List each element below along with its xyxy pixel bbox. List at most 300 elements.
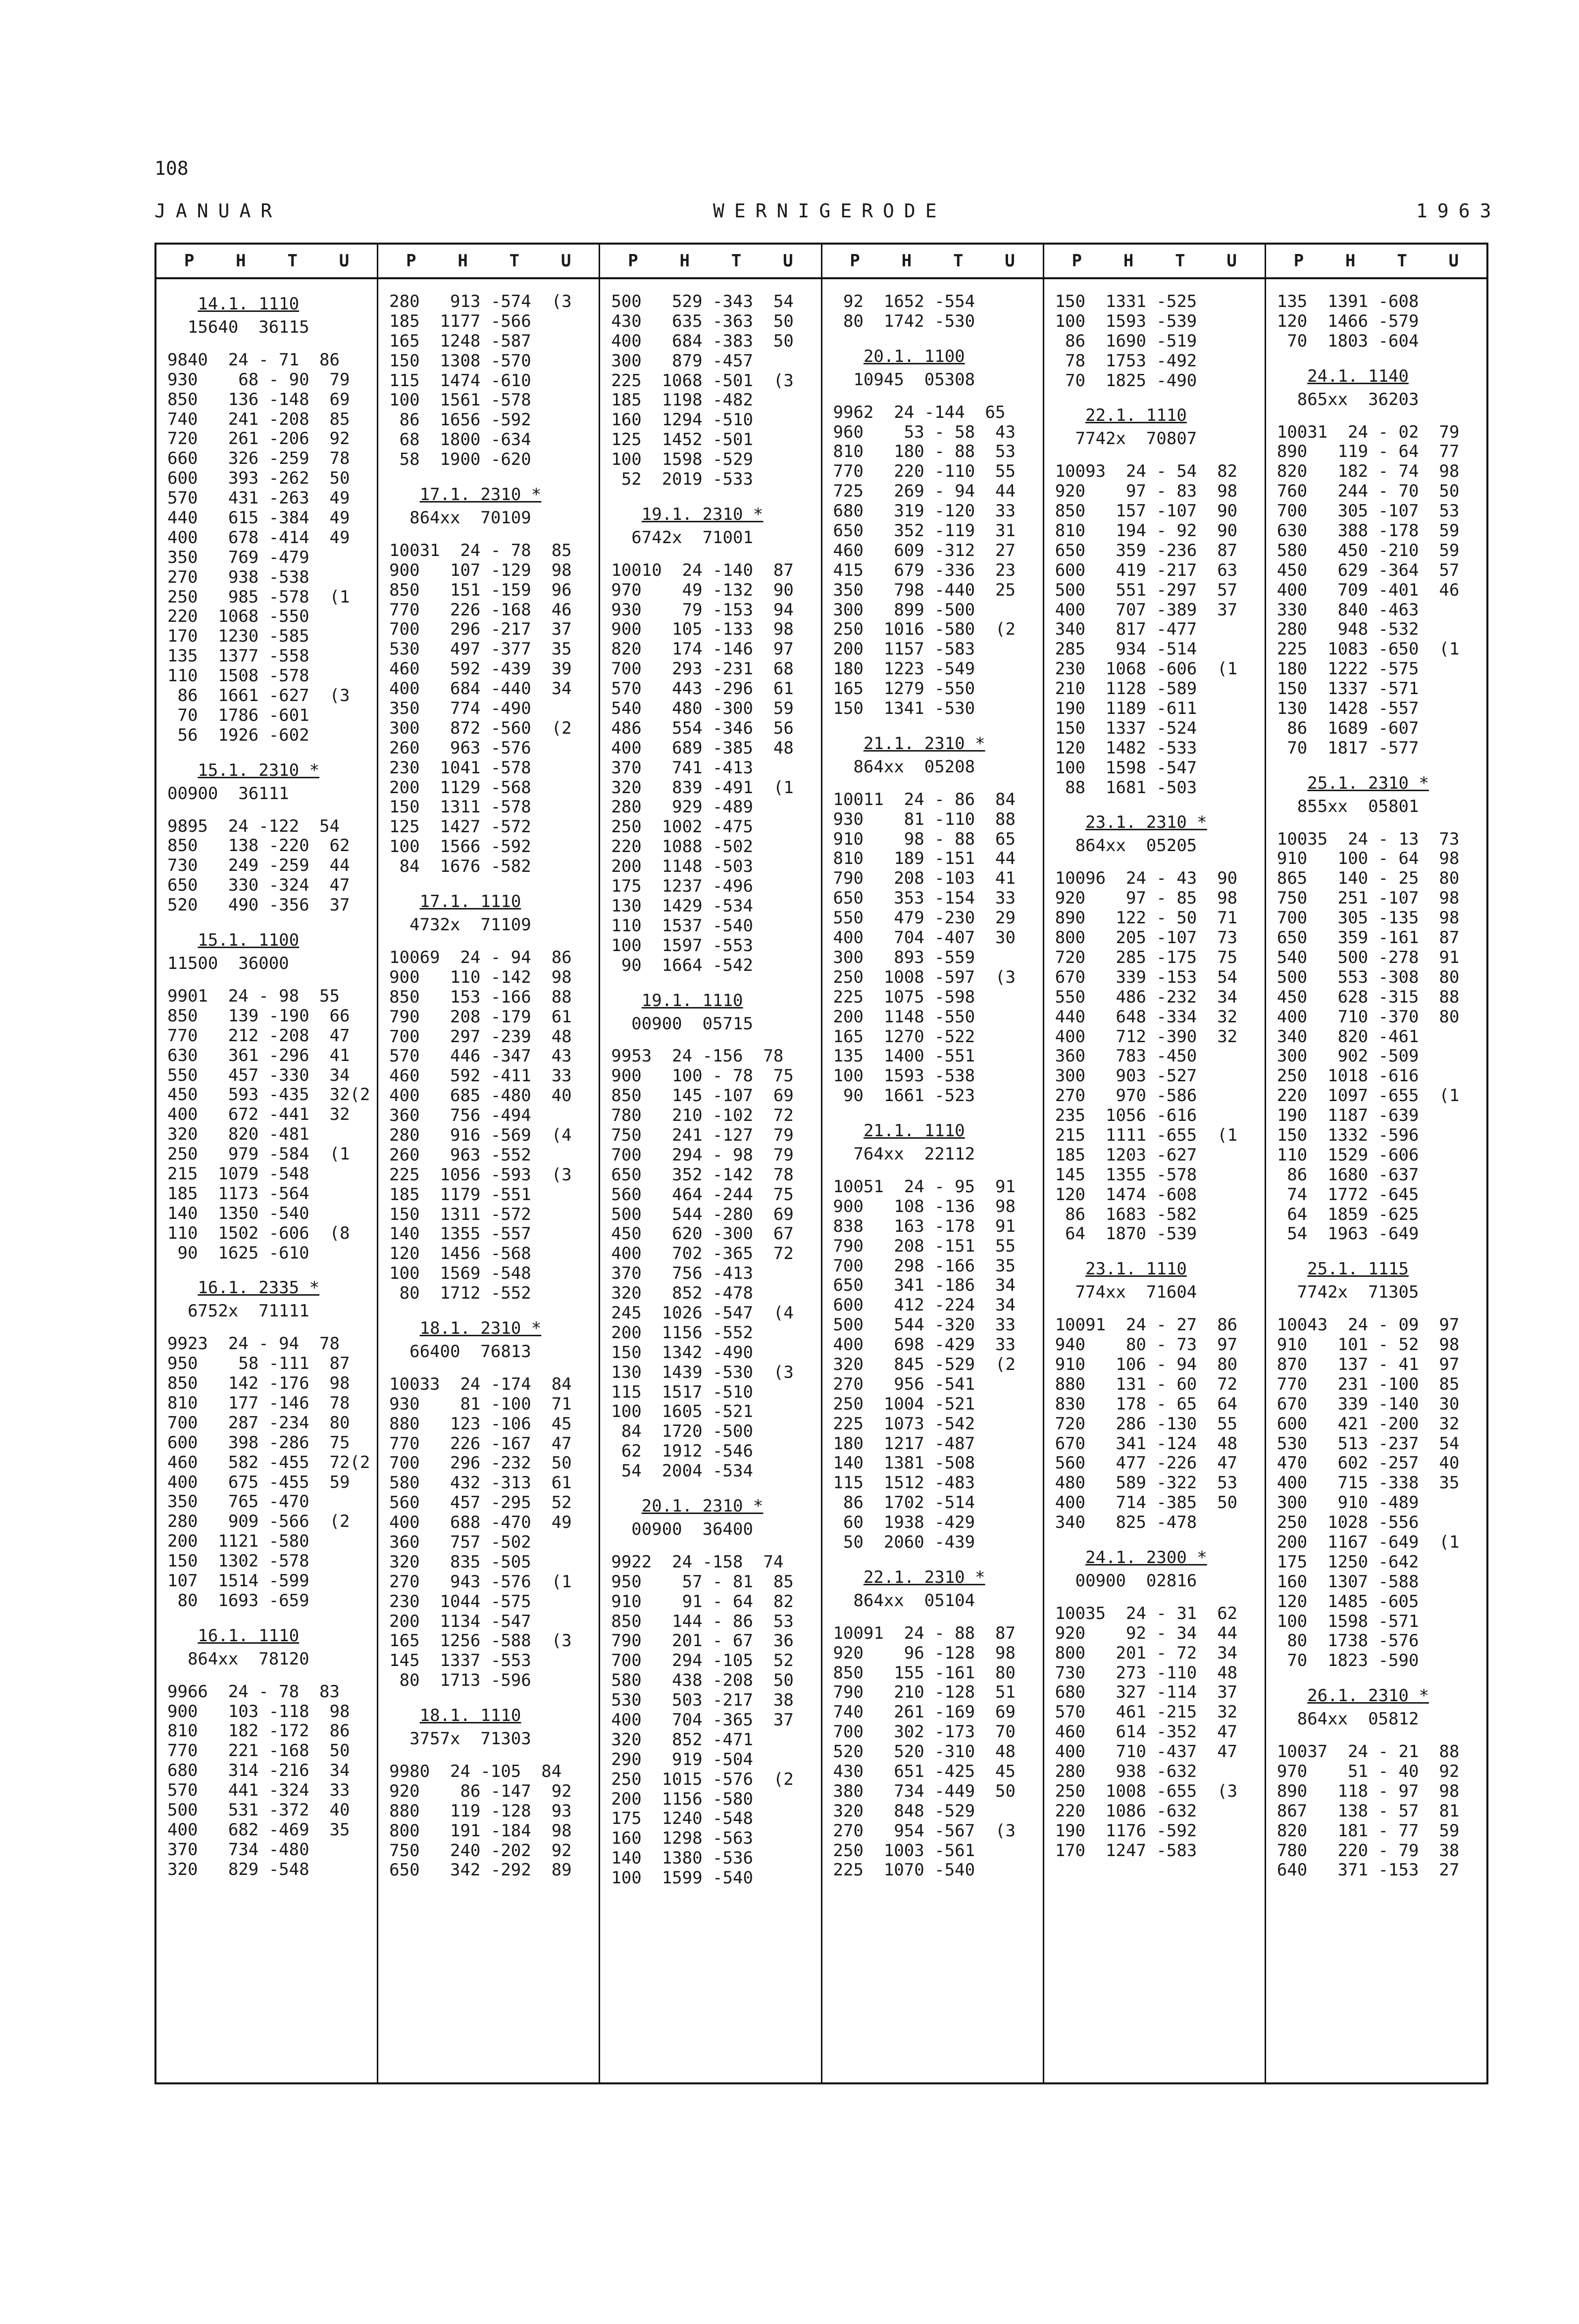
spacer — [1055, 856, 1262, 869]
table-row: 850 136 -148 69 — [167, 389, 350, 409]
table-row: 930 79 -153 94 — [611, 600, 794, 620]
table-row: 370 734 -480 — [167, 1839, 309, 1860]
table-row: 66400 76813 — [389, 1341, 531, 1362]
table-row: 880 123 -106 45 — [389, 1414, 572, 1434]
table-row: 92 1652 -554 — [833, 292, 975, 311]
table-row: 170 1230 -585 — [167, 626, 309, 647]
column-body — [1044, 279, 1265, 1861]
table-row: 6742x 71001 — [611, 527, 753, 548]
sounding-date-time: 21.1. 1110 — [863, 1121, 965, 1141]
table-row: 800 191 -184 98 — [389, 1820, 572, 1841]
table-row: 115 1512 -483 — [833, 1473, 975, 1493]
table-row: 910 101 - 52 98 — [1276, 1335, 1460, 1355]
table-row: 9980 24 -105 84 — [389, 1762, 562, 1781]
table-row: 200 1121 -580 — [167, 1531, 309, 1552]
station-header: WERNIGERODE — [713, 200, 947, 222]
column-header: P — [628, 251, 638, 271]
table-row: 9922 24 -158 74 — [611, 1552, 784, 1572]
column-header: H — [1345, 251, 1356, 271]
table-row: 600 398 -286 75 — [167, 1432, 350, 1453]
table-row: 250 1008 -655 (3 — [1055, 1781, 1238, 1801]
sounding-date-time: 18.1. 2310 * — [419, 1318, 542, 1338]
spacer — [833, 1611, 1040, 1624]
table-row: 10096 24 - 43 90 — [1055, 868, 1238, 889]
spacer — [1277, 817, 1483, 830]
table-row: 650 352 -119 31 — [833, 521, 1016, 541]
spacer — [1055, 1591, 1262, 1604]
table-row: 400 704 -407 30 — [833, 928, 1016, 948]
table-row: 400 685 -480 40 — [389, 1086, 572, 1106]
table-row: 86 1690 -519 — [1055, 331, 1197, 351]
table-row: 10037 24 - 21 88 — [1276, 1742, 1460, 1762]
table-row: 320 839 -491 (1 — [611, 777, 794, 798]
table-row: 120 1474 -608 — [1055, 1184, 1197, 1205]
table-row: 230 1041 -578 — [389, 758, 531, 778]
column-header: P — [850, 251, 860, 271]
table-row: 100 1566 -592 — [389, 837, 531, 857]
sounding-heading — [167, 758, 374, 784]
table-row: 64 1870 -539 — [1055, 1224, 1197, 1244]
table-row: 68 1800 -634 — [389, 430, 531, 450]
sounding-heading — [1277, 364, 1483, 390]
table-row: 800 205 -107 73 — [1055, 928, 1238, 948]
table-row: 00900 05715 — [611, 1013, 753, 1034]
table-row: 600 419 -217 63 — [1055, 560, 1238, 580]
column-body — [1266, 279, 1486, 1880]
table-row: 220 1088 -502 — [611, 837, 753, 857]
table-row: 9895 24 -122 54 — [167, 816, 340, 836]
table-row: 78 1753 -492 — [1055, 351, 1197, 371]
table-row: 450 620 -300 67 — [611, 1224, 794, 1244]
table-row: 130 1428 -557 — [1276, 699, 1419, 719]
table-row: 540 480 -300 59 — [611, 699, 794, 719]
table-row: 56 1926 -602 — [167, 725, 309, 745]
table-row: 450 629 -364 57 — [1276, 560, 1460, 580]
table-row: 920 97 - 85 98 — [1055, 888, 1238, 909]
spacer — [1055, 1303, 1262, 1315]
table-row: 700 294 -105 52 — [611, 1651, 794, 1671]
table-row: 820 181 - 77 59 — [1276, 1820, 1460, 1841]
table-row: 200 1129 -568 — [389, 777, 531, 798]
table-row: 850 145 -107 69 — [611, 1086, 794, 1106]
table-row: 70 1817 -577 — [1276, 738, 1419, 758]
spacer — [389, 1304, 596, 1316]
table-column — [156, 245, 377, 2082]
table-row: 185 1203 -627 — [1055, 1145, 1197, 1165]
table-row: 300 879 -457 — [611, 351, 753, 371]
sounding-heading — [167, 928, 374, 954]
table-row: 10035 24 - 13 73 — [1276, 829, 1460, 849]
table-row: 160 1298 -563 — [611, 1828, 753, 1849]
table-row: 7742x 71305 — [1276, 1282, 1419, 1303]
table-row: 400 684 -383 50 — [611, 331, 794, 351]
table-row: 560 477 -226 47 — [1055, 1453, 1238, 1473]
table-row: 400 714 -385 50 — [1055, 1493, 1238, 1513]
table-row: 720 286 -130 55 — [1055, 1414, 1238, 1434]
table-row: 370 741 -413 — [611, 758, 753, 778]
table-row: 400 710 -370 80 — [1276, 1007, 1460, 1027]
table-row: 280 916 -569 (4 — [389, 1125, 572, 1145]
spacer — [833, 1164, 1040, 1177]
spacer — [1277, 758, 1483, 771]
table-row: 52 2019 -533 — [611, 469, 753, 490]
table-row: 670 341 -124 48 — [1055, 1433, 1238, 1454]
table-row: 550 486 -232 34 — [1055, 987, 1238, 1007]
table-row: 660 326 -259 78 — [167, 449, 350, 469]
table-row: 165 1279 -550 — [833, 679, 975, 699]
table-row: 50 2060 -439 — [833, 1532, 975, 1552]
spacer — [389, 528, 596, 541]
table-row: 810 194 - 92 90 — [1055, 521, 1238, 541]
table-row: 920 97 - 83 98 — [1055, 481, 1238, 502]
table-row: 450 593 -435 32(2 — [167, 1085, 370, 1105]
table-row: 400 702 -365 72 — [611, 1244, 794, 1264]
table-row: 430 651 -425 45 — [833, 1762, 1016, 1781]
table-row: 320 845 -529 (2 — [833, 1354, 1016, 1374]
table-row: 150 1341 -530 — [833, 699, 975, 719]
table-row: 450 628 -315 88 — [1276, 987, 1460, 1007]
table-row: 650 352 -142 78 — [611, 1164, 794, 1185]
table-row: 320 848 -529 — [833, 1801, 975, 1821]
table-row: 480 589 -322 53 — [1055, 1473, 1238, 1493]
table-row: 80 1713 -596 — [389, 1670, 531, 1691]
table-row: 175 1237 -496 — [611, 876, 753, 897]
table-column — [821, 245, 1043, 2082]
table-row: 125 1452 -501 — [611, 430, 753, 450]
table-row: 200 1148 -550 — [833, 1007, 975, 1027]
spacer — [1055, 1244, 1262, 1257]
spacer — [167, 746, 374, 758]
spacer — [1277, 1244, 1483, 1257]
table-row: 700 287 -234 80 — [167, 1413, 350, 1433]
table-row: 225 1083 -650 (1 — [1276, 639, 1460, 659]
spacer — [167, 1611, 374, 1624]
table-row: 300 902 -509 — [1276, 1046, 1419, 1066]
table-row: 11500 36000 — [167, 954, 289, 974]
table-row: 850 151 -159 96 — [389, 580, 572, 600]
table-row: 84 1676 -582 — [389, 857, 531, 877]
table-row: 225 1075 -598 — [833, 987, 975, 1007]
column-header-row — [1044, 245, 1265, 279]
table-row: 100 1593 -538 — [833, 1066, 975, 1086]
table-row: 970 49 -132 90 — [611, 580, 794, 600]
table-row: 220 1068 -550 — [167, 606, 309, 627]
table-row: 90 1664 -542 — [611, 955, 753, 975]
table-row: 650 330 -324 47 — [167, 875, 350, 896]
table-row: 135 1391 -608 — [1276, 292, 1419, 311]
spacer — [167, 1263, 374, 1276]
table-row: 250 1003 -561 — [833, 1840, 975, 1861]
table-row: 750 241 -127 79 — [611, 1125, 794, 1145]
spacer — [611, 1540, 817, 1553]
table-row: 10945 05308 — [833, 369, 975, 390]
table-row: 320 829 -548 — [167, 1859, 309, 1879]
column-header-row — [1266, 245, 1486, 279]
table-row: 570 443 -296 61 — [611, 679, 794, 699]
table-row: 867 138 - 57 81 — [1276, 1801, 1460, 1821]
table-row: 100 1597 -553 — [611, 935, 753, 956]
table-row: 830 178 - 65 64 — [1055, 1394, 1238, 1414]
column-header: P — [1293, 251, 1304, 271]
table-row: 9901 24 - 98 55 — [167, 986, 340, 1006]
table-row: 320 820 -481 — [167, 1124, 309, 1145]
table-row: 300 893 -559 — [833, 947, 975, 967]
table-row: 320 835 -505 — [389, 1552, 531, 1572]
table-row: 110 1537 -540 — [611, 915, 753, 936]
table-row: 60 1938 -429 — [833, 1513, 975, 1533]
table-row: 850 138 -220 62 — [167, 836, 350, 856]
table-row: 400 684 -440 34 — [389, 679, 572, 699]
table-row: 910 91 - 64 82 — [611, 1591, 794, 1612]
table-row: 285 934 -514 — [1055, 639, 1197, 659]
sounding-heading — [833, 1566, 1040, 1591]
table-row: 100 1561 -578 — [389, 390, 531, 410]
spacer — [611, 1034, 817, 1047]
sounding-date-time: 16.1. 1110 — [198, 1625, 300, 1646]
column-header: T — [1397, 251, 1407, 271]
sounding-heading — [167, 1276, 374, 1302]
table-row: 225 1068 -501 (3 — [611, 370, 794, 391]
sounding-date-time: 21.1. 2310 * — [863, 733, 985, 754]
spacer — [611, 976, 817, 989]
spacer — [833, 1553, 1040, 1566]
table-row: 760 244 - 70 50 — [1276, 481, 1460, 502]
table-row: 570 431 -263 49 — [167, 488, 350, 508]
spacer — [167, 1321, 374, 1334]
table-row: 440 648 -334 32 — [1055, 1007, 1238, 1027]
sounding-date-time: 16.1. 2335 * — [198, 1278, 320, 1298]
table-row: 340 825 -478 — [1055, 1513, 1197, 1533]
table-row: 865 140 - 25 80 — [1276, 868, 1460, 889]
table-row: 54 2004 -534 — [611, 1461, 753, 1481]
sounding-heading — [611, 989, 817, 1014]
table-row: 260 963 -576 — [389, 738, 531, 758]
table-row: 120 1482 -533 — [1055, 738, 1197, 758]
table-row: 190 1176 -592 — [1055, 1820, 1197, 1841]
table-row: 770 226 -167 47 — [389, 1433, 572, 1454]
table-row: 185 1198 -482 — [611, 390, 753, 410]
column-header-row — [600, 245, 820, 279]
table-row: 530 497 -377 35 — [389, 639, 572, 659]
table-row: 150 1331 -525 — [1055, 292, 1197, 311]
sounding-heading — [1055, 1546, 1262, 1571]
table-row: 890 118 - 97 98 — [1276, 1781, 1460, 1801]
sounding-date-time: 19.1. 2310 * — [641, 504, 764, 524]
table-row: 864xx 05208 — [833, 757, 975, 777]
column-body — [378, 279, 599, 1880]
table-row: 855xx 05801 — [1276, 796, 1419, 816]
table-row: 220 1097 -655 (1 — [1276, 1086, 1460, 1106]
spacer — [1277, 1303, 1483, 1315]
table-row: 230 1068 -606 (1 — [1055, 659, 1238, 679]
table-row: 130 1439 -530 (3 — [611, 1362, 794, 1382]
table-row: 570 461 -215 32 — [1055, 1702, 1238, 1722]
table-row: 3757x 71303 — [389, 1729, 531, 1749]
column-header-row — [378, 245, 599, 279]
table-row: 810 180 - 88 53 — [833, 442, 1016, 462]
table-row: 230 1044 -575 — [389, 1591, 531, 1612]
table-row: 570 446 -347 43 — [389, 1046, 572, 1066]
table-row: 150 1342 -490 — [611, 1342, 753, 1363]
sounding-date-time: 23.1. 2310 * — [1085, 812, 1207, 833]
table-row: 670 339 -153 54 — [1055, 967, 1238, 987]
table-row: 950 58 -111 87 — [167, 1354, 350, 1374]
table-row: 650 353 -154 33 — [833, 888, 1016, 909]
table-row: 810 177 -146 78 — [167, 1393, 350, 1413]
table-row: 80 1742 -530 — [833, 311, 975, 331]
table-row: 00900 36111 — [167, 783, 289, 804]
spacer — [167, 1669, 374, 1682]
table-row: 910 100 - 64 98 — [1276, 849, 1460, 869]
sounding-date-time: 24.1. 2300 * — [1085, 1547, 1207, 1567]
table-row: 600 393 -262 50 — [167, 468, 350, 489]
column-header: P — [184, 251, 195, 271]
table-row: 100 1599 -540 — [611, 1868, 753, 1888]
table-row: 940 80 - 73 97 — [1055, 1335, 1238, 1355]
table-row: 250 1008 -597 (3 — [833, 967, 1016, 987]
table-row: 165 1270 -522 — [833, 1026, 975, 1047]
table-row: 110 1502 -606 (8 — [167, 1223, 350, 1243]
table-row: 680 314 -216 34 — [167, 1761, 350, 1781]
table-row: 200 1156 -552 — [611, 1322, 753, 1343]
sounding-heading — [389, 1704, 596, 1729]
table-row: 300 903 -527 — [1055, 1066, 1197, 1086]
table-row: 190 1187 -639 — [1276, 1106, 1419, 1126]
table-row: 215 1111 -655 (1 — [1055, 1125, 1238, 1145]
table-row: 10093 24 - 54 82 — [1055, 461, 1238, 482]
table-row: 215 1079 -548 — [167, 1163, 309, 1184]
table-row: 280 913 -574 (3 — [389, 292, 572, 311]
table-row: 850 155 -161 80 — [833, 1663, 1016, 1683]
table-row: 9953 24 -156 78 — [611, 1046, 784, 1066]
table-row: 70 1786 -601 — [167, 705, 309, 725]
table-row: 460 592 -439 39 — [389, 659, 572, 679]
table-row: 400 698 -429 33 — [833, 1335, 1016, 1355]
sounding-date-time: 20.1. 2310 * — [641, 1496, 764, 1516]
table-row: 790 208 -103 41 — [833, 868, 1016, 889]
table-row: 110 1508 -578 — [167, 666, 309, 686]
table-row: 290 919 -504 — [611, 1749, 753, 1769]
table-row: 250 1002 -475 — [611, 817, 753, 837]
sounding-date-time: 20.1. 1100 — [863, 346, 965, 366]
table-row: 170 1247 -583 — [1055, 1840, 1197, 1861]
table-row: 400 712 -390 32 — [1055, 1026, 1238, 1047]
table-row: 86 1683 -582 — [1055, 1204, 1197, 1224]
spacer — [1055, 1533, 1262, 1546]
month-header: JANUAR — [154, 200, 282, 222]
table-row: 80 1738 -576 — [1276, 1631, 1419, 1651]
table-row: 920 96 -128 98 — [833, 1643, 1016, 1663]
table-row: 100 1598 -529 — [611, 450, 753, 470]
spacer — [611, 548, 817, 561]
table-row: 740 241 -208 85 — [167, 409, 350, 429]
sounding-date-time: 24.1. 1140 — [1307, 366, 1409, 386]
table-row: 850 139 -190 66 — [167, 1006, 350, 1026]
table-row: 150 1337 -571 — [1276, 679, 1419, 699]
table-row: 115 1474 -610 — [389, 370, 531, 391]
table-row: 810 189 -151 44 — [833, 849, 1016, 869]
table-row: 970 51 - 40 92 — [1276, 1762, 1460, 1781]
table-row: 580 450 -210 59 — [1276, 540, 1460, 560]
table-row: 850 153 -166 88 — [389, 987, 572, 1007]
table-row: 90 1661 -523 — [833, 1086, 975, 1106]
table-row: 270 938 -538 — [167, 567, 309, 587]
sounding-heading — [833, 1119, 1040, 1145]
column-header-row — [822, 245, 1043, 279]
table-row: 730 273 -110 48 — [1055, 1663, 1238, 1683]
table-row: 470 602 -257 40 — [1276, 1453, 1460, 1473]
table-row: 180 1217 -487 — [833, 1433, 975, 1454]
table-row: 145 1337 -553 — [389, 1651, 531, 1671]
sounding-heading — [167, 1624, 374, 1650]
sounding-date-time: 15.1. 1100 — [198, 930, 300, 951]
column-header: H — [1123, 251, 1134, 271]
sounding-heading — [389, 483, 596, 508]
table-row: 900 108 -136 98 — [833, 1196, 1016, 1216]
table-row: 790 210 -128 51 — [833, 1682, 1016, 1703]
spacer — [1277, 1671, 1483, 1684]
table-row: 200 1167 -649 (1 — [1276, 1532, 1460, 1552]
table-row: 700 297 -239 48 — [389, 1026, 572, 1047]
table-row: 360 756 -494 — [389, 1106, 531, 1126]
table-row: 560 457 -295 52 — [389, 1493, 572, 1513]
table-row: 460 582 -455 72(2 — [167, 1452, 370, 1472]
table-row: 640 371 -153 27 — [1276, 1860, 1460, 1880]
sounding-date-time: 25.1. 2310 * — [1307, 773, 1429, 793]
spacer — [389, 935, 596, 948]
table-row: 120 1456 -568 — [389, 1244, 531, 1264]
table-row: 4732x 71109 — [389, 915, 531, 935]
table-row: 225 1056 -593 (3 — [389, 1164, 572, 1185]
table-row: 400 688 -470 49 — [389, 1513, 572, 1533]
table-row: 250 1004 -521 — [833, 1394, 975, 1414]
sounding-date-time: 17.1. 2310 * — [419, 485, 542, 505]
table-row: 910 106 - 94 80 — [1055, 1354, 1238, 1374]
table-row: 920 86 -147 92 — [389, 1781, 572, 1801]
table-row: 120 1485 -605 — [1276, 1591, 1419, 1612]
table-row: 770 220 -110 55 — [833, 461, 1016, 482]
table-row: 270 956 -541 — [833, 1374, 975, 1394]
table-row: 250 1016 -580 (2 — [833, 619, 1016, 640]
table-row: 820 174 -146 97 — [611, 639, 794, 659]
column-header: U — [339, 251, 350, 271]
table-row: 74 1772 -645 — [1276, 1184, 1419, 1205]
spacer — [1277, 1729, 1483, 1742]
table-row: 380 734 -449 50 — [833, 1781, 1016, 1801]
table-row: 580 432 -313 61 — [389, 1473, 572, 1493]
sounding-heading — [1055, 810, 1262, 836]
table-row: 320 852 -478 — [611, 1283, 753, 1304]
table-row: 550 457 -330 34 — [167, 1065, 350, 1085]
table-row: 790 208 -179 61 — [389, 1007, 572, 1027]
table-row: 135 1377 -558 — [167, 646, 309, 666]
table-row: 9962 24 -144 65 — [833, 402, 1006, 422]
table-row: 630 361 -296 41 — [167, 1045, 350, 1065]
column-body — [822, 279, 1043, 1880]
table-row: 86 1689 -607 — [1276, 718, 1419, 738]
sounding-heading — [389, 890, 596, 915]
spacer — [1055, 798, 1262, 810]
table-row: 520 490 -356 37 — [167, 895, 350, 915]
table-row: 150 1308 -570 — [389, 351, 531, 371]
table-row: 865xx 36203 — [1276, 389, 1419, 409]
table-row: 360 783 -450 — [1055, 1046, 1197, 1066]
table-row: 00900 36400 — [611, 1519, 753, 1539]
table-row: 400 704 -365 37 — [611, 1710, 794, 1730]
column-header: U — [783, 251, 793, 271]
table-row: 250 985 -578 (1 — [167, 587, 350, 607]
table-row: 725 269 - 94 44 — [833, 481, 1016, 502]
